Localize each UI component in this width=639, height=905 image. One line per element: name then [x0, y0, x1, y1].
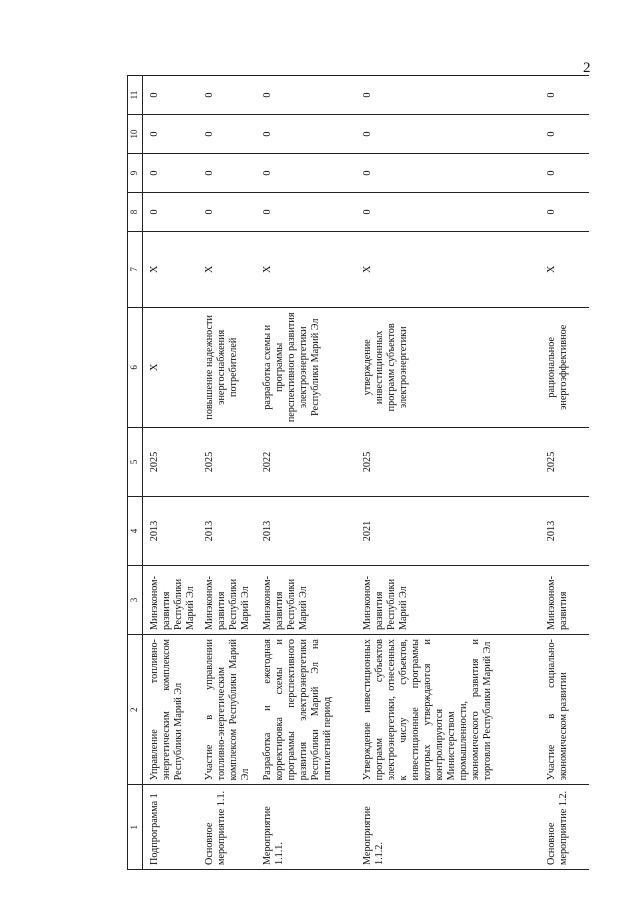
- cell-code: Подпрограмма 1: [143, 785, 201, 870]
- header-row: [128, 76, 143, 870]
- col-header: 11: [128, 76, 143, 115]
- cell-executor: Минэконом-развития: [543, 566, 589, 635]
- cell-name: Участие в управлении топливно-энергетическим комплексом Республики Марий Эл: [201, 635, 259, 785]
- col-header: 2: [128, 635, 143, 785]
- cell-result: утверждение инвестиционных программ субъектов электроэнергетики: [359, 307, 543, 427]
- cell-indicator: Х: [201, 231, 259, 307]
- cell-value: 0: [201, 115, 259, 154]
- cell-indicator: Х: [359, 231, 543, 307]
- cell-name: Утверждение инвестиционных программ субъектов электроэнергетики, отнесенных к числу субъектов, инвестиционные программы которых утверждаются и контролируются Министерством промышленности, экономического развития и торговли Республики Марий Эл: [359, 635, 543, 785]
- cell-value: 0: [259, 76, 359, 115]
- cell-end: 2022: [259, 427, 359, 496]
- cell-indicator: Х: [259, 231, 359, 307]
- cell-value: 0: [543, 193, 589, 232]
- cell-value: 0: [359, 154, 543, 193]
- col-header: 8: [128, 193, 143, 232]
- cell-value: 0: [359, 76, 543, 115]
- cell-code: Основное мероприятие 1.2.: [543, 785, 589, 870]
- table-row: [143, 76, 201, 870]
- cell-start: 2013: [143, 496, 201, 565]
- cell-value: 0: [259, 193, 359, 232]
- cell-value: 0: [201, 193, 259, 232]
- col-header: 10: [128, 115, 143, 154]
- program-table: [127, 75, 589, 870]
- cell-executor: Минэконом-развития Республики Марий Эл: [359, 566, 543, 635]
- cell-name: Разработка и ежегодная корректировка схемы и программы перспективного развития электроэнергетики Республики Марий Эл на пятилетний период: [259, 635, 359, 785]
- cell-value: 0: [543, 115, 589, 154]
- col-header: 3: [128, 566, 143, 635]
- cell-executor: Минэконом-развития Республики Марий Эл: [259, 566, 359, 635]
- cell-end: 2025: [143, 427, 201, 496]
- cell-code: Основное мероприятие 1.1.: [201, 785, 259, 870]
- cell-value: 0: [143, 76, 201, 115]
- cell-executor: Минэконом-развития Республики Марий Эл: [201, 566, 259, 635]
- cell-name: Участие в социально-экономическом развитии: [543, 635, 589, 785]
- table-row: [259, 76, 359, 870]
- cell-start: 2013: [259, 496, 359, 565]
- cell-code: Мероприятие 1.1.2.: [359, 785, 543, 870]
- cell-end: 2025: [543, 427, 589, 496]
- table-row: [359, 76, 543, 870]
- cell-end: 2025: [359, 427, 543, 496]
- table-row: [543, 76, 589, 870]
- cell-value: 0: [259, 115, 359, 154]
- col-header: 9: [128, 154, 143, 193]
- cell-start: 2013: [543, 496, 589, 565]
- cell-value: 0: [201, 76, 259, 115]
- cell-start: 2021: [359, 496, 543, 565]
- cell-value: 0: [359, 115, 543, 154]
- cell-value: 0: [543, 154, 589, 193]
- table-row: [201, 76, 259, 870]
- col-header: 6: [128, 307, 143, 427]
- cell-value: 0: [143, 115, 201, 154]
- cell-result: разработка схемы и программы перспективного развития электроэнергетики Республики Марий Эл: [259, 307, 359, 427]
- col-header: 1: [128, 785, 143, 870]
- cell-result: повышение надежности энергоснабжения потребителей: [201, 307, 259, 427]
- cell-result: рациональное энергоэффективное: [543, 307, 589, 427]
- cell-start: 2013: [201, 496, 259, 565]
- cell-name: Управление топливно-энергетическим комплексом Республики Марий Эл: [143, 635, 201, 785]
- col-header: 5: [128, 427, 143, 496]
- cell-value: 0: [543, 76, 589, 115]
- col-header: 4: [128, 496, 143, 565]
- cell-indicator: Х: [143, 231, 201, 307]
- cell-result: Х: [143, 307, 201, 427]
- cell-executor: Минэконом-развития Республики Марий Эл: [143, 566, 201, 635]
- col-header: 7: [128, 231, 143, 307]
- cell-end: 2025: [201, 427, 259, 496]
- cell-value: 0: [359, 193, 543, 232]
- cell-value: 0: [259, 154, 359, 193]
- cell-value: 0: [201, 154, 259, 193]
- cell-indicator: Х: [543, 231, 589, 307]
- rotated-table-container: [127, 75, 617, 870]
- page-number: 2: [583, 60, 591, 76]
- cell-value: 0: [143, 193, 201, 232]
- cell-code: Мероприятие 1.1.1.: [259, 785, 359, 870]
- cell-value: 0: [143, 154, 201, 193]
